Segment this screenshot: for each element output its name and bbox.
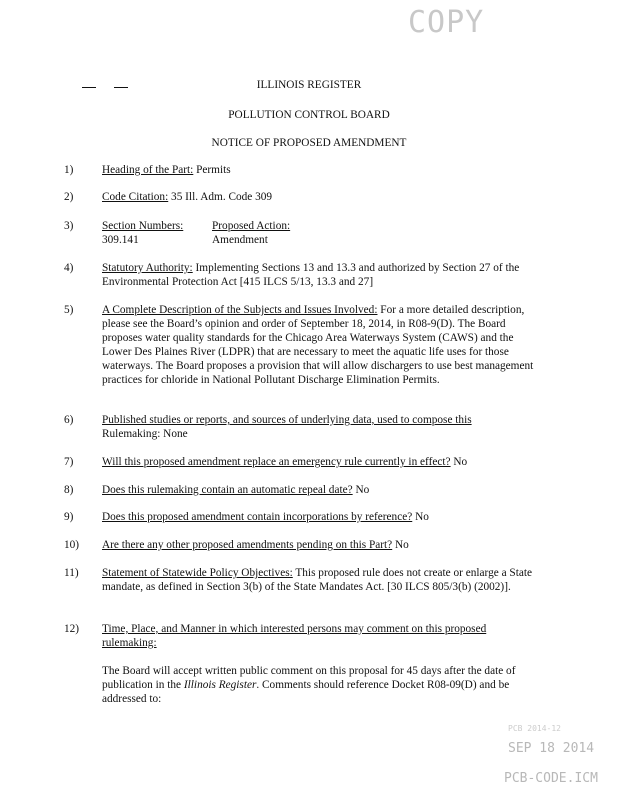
item-text: No [450, 456, 468, 468]
comment-text-before: The Board will accept written public comment on this proposal for 45 days after the date of publication in the [102, 665, 516, 691]
item-repeal-date [102, 483, 542, 497]
item-emergency-rule [102, 455, 542, 469]
notice-title: NOTICE OF PROPOSED AMENDMENT [211, 137, 407, 149]
item-number: 4) [64, 262, 74, 274]
item-label: Code Citation: [102, 191, 169, 203]
proposed-action [212, 219, 290, 247]
item-label: Does this rulemaking contain an automatic repeal date? [102, 484, 353, 496]
file-stamp: PCB 2014-12 [508, 724, 561, 733]
item-number: 5) [64, 304, 74, 316]
item-text: This proposed rule does not create or enlarge a State mandate, as defined in Section 3(b) of the State Mandates Act. [30 ILCS 805/3(b) (2002)]. [102, 567, 533, 593]
item-number: 12) [64, 623, 80, 635]
item-text: No [352, 484, 370, 496]
item-number: 9) [64, 511, 74, 523]
register-title: ILLINOIS REGISTER [256, 79, 362, 91]
item-text: Implementing Sections 13 and 13.3 and authorized by Section 27 of the Environmental Protection Act [415 ILCS 5/13, 13.3 and 27] [102, 262, 520, 288]
item-text: No [412, 511, 429, 523]
item-description [102, 303, 542, 387]
item-number: 3) [64, 220, 74, 232]
item-text: 35 Ill. Adm. Code 309 [168, 191, 273, 203]
item-policy-objectives [102, 566, 542, 594]
item-text: Permits [193, 164, 231, 176]
board-title: POLLUTION CONTROL BOARD [228, 109, 390, 121]
date-stamp: SEP 18 2014 [508, 741, 595, 756]
bottom-stamp: PCB-CODE.ICM [504, 771, 598, 786]
item-heading [102, 163, 542, 177]
proposed-action-label: Proposed Action: [212, 220, 291, 232]
item-text: For a more detailed description, please see the Board’s opinion and order of September 18, 2014, in R08-9(D). The Board proposes water quality standards for the Chicago Area Waterways System (CAWS) and the Lower Des Plaines River (LDPR) that are necessary to meet the aquatic life uses for those waterways. The Board proposes a provision that will allow dischargers to use best management practices for chloride in National Pollutant Discharge Elimination Permits. [102, 304, 534, 386]
item-label: Heading of the Part: [102, 164, 194, 176]
item-label: A Complete Description of the Subjects and Issues Involved: [102, 304, 378, 316]
copy-stamp: COPY [408, 5, 485, 40]
item-number: 6) [64, 414, 74, 426]
item-number: 7) [64, 456, 74, 468]
section-numbers [102, 219, 183, 247]
item-comment-manner [102, 622, 522, 650]
item-text: Rulemaking: None [102, 428, 188, 440]
item-label: Published studies or reports, and sources of underlying data, used to compose this [102, 414, 472, 426]
item-number: 1) [64, 164, 74, 176]
item-code-citation [102, 190, 542, 204]
item-incorporations [102, 510, 542, 524]
item-number: 2) [64, 191, 74, 203]
item-number: 8) [64, 484, 74, 496]
item-label: Are there any other proposed amendments pending on this Part? [102, 539, 393, 551]
item-published-studies [102, 413, 542, 441]
section-numbers-label: Section Numbers: [102, 220, 184, 232]
item-pending-amendments [102, 538, 542, 552]
item-label: Does this proposed amendment contain incorporations by reference? [102, 511, 413, 523]
item-number: 10) [64, 539, 80, 551]
item-label: Will this proposed amendment replace an emergency rule currently in effect? [102, 456, 451, 468]
section-numbers-value: 309.141 [102, 234, 139, 246]
item-number: 11) [64, 567, 79, 579]
item-label: Statutory Authority: [102, 262, 193, 274]
proposed-action-value: Amendment [212, 234, 268, 246]
comment-italic: Illinois Register [183, 679, 257, 691]
comment-paragraph [102, 664, 542, 706]
comment-text-after: . Comments should reference Docket R08-09(D) and be addressed to: [102, 679, 510, 705]
item-text: No [392, 539, 409, 551]
item-label: Time, Place, and Manner in which interested persons may comment on this proposed rulemaking: [102, 623, 487, 649]
item-label: Statement of Statewide Policy Objectives: [102, 567, 293, 579]
item-statutory-authority [102, 261, 542, 289]
